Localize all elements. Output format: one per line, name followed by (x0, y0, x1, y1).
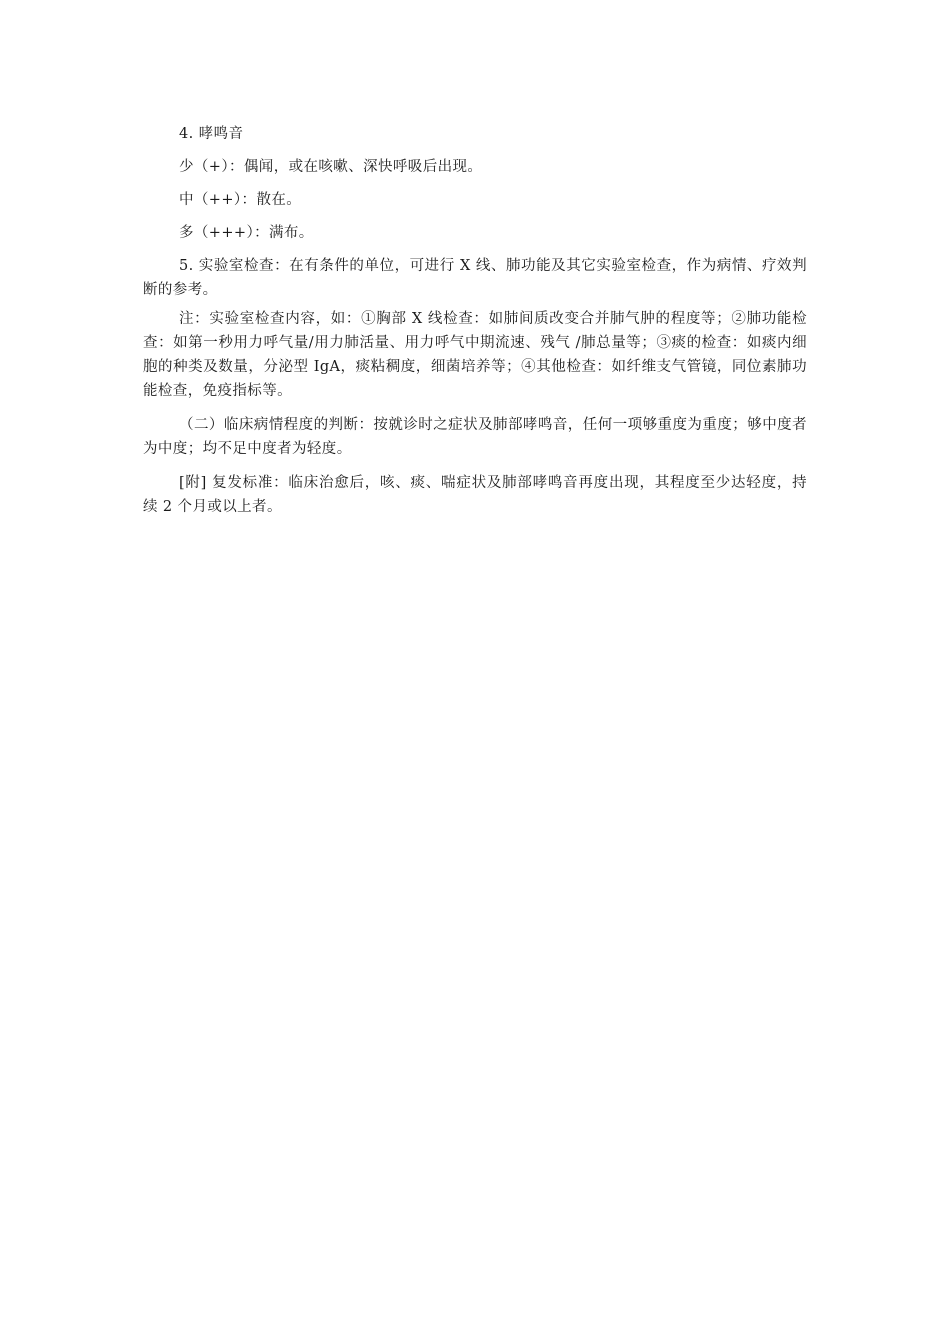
clinical-severity-paragraph: （二）临床病情程度的判断：按就诊时之症状及肺部哮鸣音，任何一项够重度为重度；够中度者为中度；均不足中度者为轻度。 (143, 417, 807, 457)
lab-note-paragraph: 注：实验室检查内容，如：①胸部 X 线检查：如肺间质改变合并肺气肿的程度等；②肺功能检查：如第一秒用力呼气量/用力肺活量、用力呼气中期流速、残气 /肺总量等；③痰的检查：如痰内细胞的种类及数量，分泌型 IgA，痰粘稠度，细菌培养等；④其他检查：如纤维支气管镜，同位素肺功能检查，免疫指标等。 (143, 311, 807, 399)
wheeze-level-many: 多（+++）：满布。 (179, 225, 314, 241)
document-body (143, 122, 807, 519)
lab-exam-paragraph: 5. 实验室检查：在有条件的单位，可进行 X 线、肺功能及其它实验室检查，作为病情、疗效判断的参考。 (143, 258, 807, 298)
wheeze-level-moderate: 中（++）：散在。 (179, 192, 302, 208)
wheeze-level-few: 少（+）：偶闻，或在咳嗽、深快呼吸后出现。 (179, 159, 483, 175)
relapse-criteria-paragraph: [附] 复发标准：临床治愈后，咳、痰、喘症状及肺部哮鸣音再度出现，其程度至少达轻度，持续 2 个月或以上者。 (143, 475, 807, 515)
wheeze-heading: 4. 哮鸣音 (179, 126, 244, 142)
